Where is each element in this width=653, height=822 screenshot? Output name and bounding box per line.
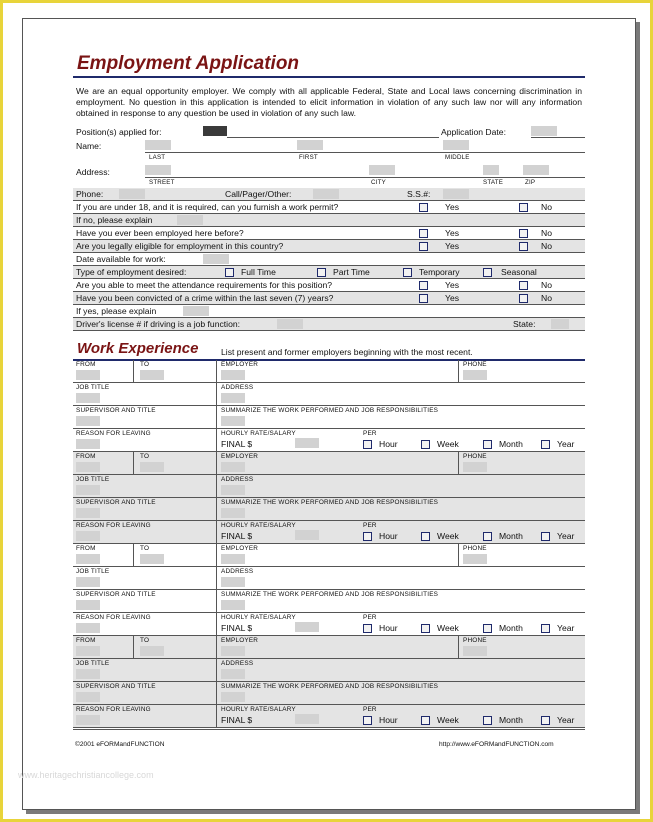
employer-label: EMPLOYER [221, 545, 259, 552]
final-input[interactable] [295, 530, 319, 540]
column-divider [133, 636, 134, 659]
year-checkbox[interactable] [541, 624, 550, 633]
address-input[interactable] [221, 669, 245, 679]
temporary-label: Temporary [419, 267, 460, 277]
under18-row [73, 201, 585, 214]
column-divider [458, 636, 459, 659]
work-row [73, 498, 585, 521]
to-input[interactable] [140, 370, 164, 380]
convicted-no-checkbox[interactable] [519, 294, 528, 303]
work-row [73, 613, 585, 636]
employed-before-no-label: No [541, 228, 552, 238]
middle-name-input[interactable] [443, 140, 469, 150]
supervisor-input[interactable] [76, 416, 100, 426]
attendance-yes-label: Yes [445, 280, 460, 290]
column-divider [216, 383, 217, 406]
employed-before-label: Have you ever been employed here before? [76, 228, 244, 238]
application-date-label: Application Date: [441, 127, 506, 137]
phone-label: Phone: [76, 189, 104, 199]
if-no-row [73, 214, 585, 227]
week-checkbox[interactable] [421, 716, 430, 725]
ssn-input[interactable] [443, 189, 469, 199]
work-row [73, 360, 585, 383]
if-no-input[interactable] [177, 215, 203, 225]
year-label: Year [557, 715, 575, 725]
supervisor-label: SUPERVISOR AND TITLE [76, 499, 156, 506]
final-label: FINAL $ [221, 439, 253, 449]
call-label: Call/Pager/Other: [225, 189, 292, 199]
footer-url[interactable]: http://www.eFORMandFUNCTION.com [439, 741, 554, 748]
phone-row [73, 188, 585, 201]
state-input[interactable] [483, 165, 499, 175]
hour-checkbox[interactable] [363, 624, 372, 633]
license-state-input[interactable] [551, 319, 569, 329]
month-checkbox[interactable] [483, 532, 492, 541]
application-date-line [531, 137, 585, 138]
work-experience-subtitle: List present and former employers beginning with the most recent. [221, 347, 473, 357]
employer-input[interactable] [221, 646, 245, 656]
final-label: FINAL $ [221, 623, 253, 633]
from-label: FROM [76, 453, 96, 460]
form-page [22, 18, 636, 810]
phone-label: PHONE [463, 637, 487, 644]
address-label: ADDRESS [221, 384, 254, 391]
week-checkbox[interactable] [421, 532, 430, 541]
eligible-label: Are you legally eligible for employment in this country? [76, 241, 284, 251]
name-label: Name: [76, 141, 102, 151]
to-label: TO [140, 361, 150, 368]
hour-label: Hour [379, 531, 398, 541]
license-state-label: State: [513, 319, 536, 329]
hourly-label: HOURLY RATE/SALARY [221, 614, 296, 621]
per-label: PER [363, 430, 377, 437]
column-divider [216, 406, 217, 429]
month-checkbox[interactable] [483, 716, 492, 725]
year-checkbox[interactable] [541, 532, 550, 541]
job-title-input[interactable] [76, 577, 100, 587]
work-row [73, 636, 585, 659]
first-caption: FIRST [299, 154, 318, 161]
column-divider [216, 498, 217, 521]
under18-yes-label: Yes [445, 202, 460, 212]
address-label: Address: [76, 167, 110, 177]
hour-label: Hour [379, 715, 398, 725]
final-input[interactable] [295, 438, 319, 448]
phone-input[interactable] [463, 646, 487, 656]
city-caption: CITY [371, 179, 386, 186]
reason-input[interactable] [76, 439, 100, 449]
column-divider [216, 659, 217, 682]
application-date-input[interactable] [531, 126, 557, 136]
eligible-row [73, 240, 585, 253]
work-experience-title: Work Experience [77, 340, 199, 357]
date-available-row [73, 253, 585, 266]
license-row [73, 318, 585, 331]
work-row [73, 452, 585, 475]
column-divider [133, 452, 134, 475]
employment-type-row [73, 266, 585, 279]
from-input[interactable] [76, 646, 100, 656]
watermark: www.heritagechristiancollege.com [18, 770, 154, 780]
summarize-input[interactable] [221, 416, 245, 426]
column-divider [458, 360, 459, 383]
if-yes-row [73, 305, 585, 318]
eligible-yes-checkbox[interactable] [419, 242, 428, 251]
to-label: TO [140, 545, 150, 552]
column-divider [216, 475, 217, 498]
work-row [73, 521, 585, 544]
supervisor-input[interactable] [76, 692, 100, 702]
column-divider [216, 452, 217, 475]
hour-checkbox[interactable] [363, 716, 372, 725]
final-label: FINAL $ [221, 715, 253, 725]
date-available-label: Date available for work: [76, 254, 166, 264]
job-title-input[interactable] [76, 485, 100, 495]
from-input[interactable] [76, 370, 100, 380]
employed-before-row [73, 227, 585, 240]
reason-label: REASON FOR LEAVING [76, 522, 151, 529]
street-input[interactable] [145, 165, 171, 175]
part-time-label: Part Time [333, 267, 370, 277]
hourly-label: HOURLY RATE/SALARY [221, 430, 296, 437]
summarize-input[interactable] [221, 692, 245, 702]
phone-input[interactable] [463, 370, 487, 380]
work-row [73, 705, 585, 728]
zip-input[interactable] [523, 165, 549, 175]
week-label: Week [437, 623, 459, 633]
attendance-no-checkbox[interactable] [519, 281, 528, 290]
year-label: Year [557, 531, 575, 541]
name-row [73, 139, 585, 163]
under18-no-checkbox[interactable] [519, 203, 528, 212]
employed-before-yes-checkbox[interactable] [419, 229, 428, 238]
job-title-label: JOB TITLE [76, 384, 110, 391]
work-row [73, 475, 585, 498]
summarize-input[interactable] [221, 600, 245, 610]
positions-row [73, 126, 585, 139]
supervisor-input[interactable] [76, 508, 100, 518]
city-input[interactable] [369, 165, 395, 175]
first-name-input[interactable] [297, 140, 323, 150]
address-label: ADDRESS [221, 476, 254, 483]
employer-input[interactable] [221, 370, 245, 380]
phone-label: PHONE [463, 361, 487, 368]
to-input[interactable] [140, 554, 164, 564]
work-row [73, 544, 585, 567]
employment-type-label: Type of employment desired: [76, 267, 187, 277]
column-divider [216, 682, 217, 705]
attendance-no-label: No [541, 280, 552, 290]
month-label: Month [499, 623, 523, 633]
positions-line [227, 137, 439, 138]
work-row [73, 567, 585, 590]
reason-label: REASON FOR LEAVING [76, 614, 151, 621]
middle-caption: MIDDLE [445, 154, 470, 161]
final-input[interactable] [295, 714, 319, 724]
reason-input[interactable] [76, 715, 100, 725]
column-divider [216, 429, 217, 452]
intro-text: We are an equal opportunity employer. We comply with all applicable Federal, State and Local laws concerning discrimination in employment. No question in this application is intended to elicit information in violation of any such law nor will any information obtained in response to any question be used in violation of any such law. [76, 86, 582, 118]
title-rule [73, 76, 585, 78]
employed-before-no-checkbox[interactable] [519, 229, 528, 238]
address-row [73, 164, 585, 188]
work-row [73, 590, 585, 613]
from-label: FROM [76, 637, 96, 644]
phone-input[interactable] [463, 462, 487, 472]
month-label: Month [499, 439, 523, 449]
job-title-label: JOB TITLE [76, 660, 110, 667]
week-label: Week [437, 439, 459, 449]
if-yes-input[interactable] [183, 306, 209, 316]
full-time-label: Full Time [241, 267, 276, 277]
from-input[interactable] [76, 554, 100, 564]
zip-caption: ZIP [525, 179, 536, 186]
to-label: TO [140, 453, 150, 460]
call-input[interactable] [313, 189, 339, 199]
positions-input[interactable] [203, 126, 227, 136]
hour-label: Hour [379, 439, 398, 449]
column-divider [216, 705, 217, 728]
work-row [73, 659, 585, 682]
job-title-label: JOB TITLE [76, 476, 110, 483]
if-yes-label: If yes, please explain [76, 306, 157, 316]
hour-checkbox[interactable] [363, 532, 372, 541]
per-label: PER [363, 614, 377, 621]
column-divider [216, 636, 217, 659]
eligible-yes-label: Yes [445, 241, 460, 251]
employer-label: EMPLOYER [221, 361, 259, 368]
work-row [73, 429, 585, 452]
positions-label: Position(s) applied for: [76, 127, 162, 137]
column-divider [216, 360, 217, 383]
from-label: FROM [76, 361, 96, 368]
from-label: FROM [76, 545, 96, 552]
year-checkbox[interactable] [541, 440, 550, 449]
last-caption: LAST [149, 154, 166, 161]
work-row [73, 383, 585, 406]
address-input[interactable] [221, 393, 245, 403]
column-divider [458, 544, 459, 567]
employer-label: EMPLOYER [221, 453, 259, 460]
footer-rule [73, 729, 585, 730]
ssn-label: S.S.#: [407, 189, 431, 199]
supervisor-label: SUPERVISOR AND TITLE [76, 591, 156, 598]
seasonal-label: Seasonal [501, 267, 537, 277]
part-time-checkbox[interactable] [317, 268, 326, 277]
convicted-yes-label: Yes [445, 293, 460, 303]
phone-input[interactable] [463, 554, 487, 564]
employer-label: EMPLOYER [221, 637, 259, 644]
week-label: Week [437, 715, 459, 725]
page-title: Employment Application [77, 53, 300, 74]
supervisor-input[interactable] [76, 600, 100, 610]
week-checkbox[interactable] [421, 440, 430, 449]
license-label: Driver's license # if driving is a job function: [76, 319, 241, 329]
address-input[interactable] [221, 577, 245, 587]
attendance-yes-checkbox[interactable] [419, 281, 428, 290]
phone-label: PHONE [463, 453, 487, 460]
to-input[interactable] [140, 462, 164, 472]
full-time-checkbox[interactable] [225, 268, 234, 277]
summarize-label: SUMMARIZE THE WORK PERFORMED AND JOB RESPONSIBILITIES [221, 499, 439, 506]
state-caption: STATE [483, 179, 504, 186]
column-divider [458, 452, 459, 475]
summarize-label: SUMMARIZE THE WORK PERFORMED AND JOB RESPONSIBILITIES [221, 683, 439, 690]
eligible-no-checkbox[interactable] [519, 242, 528, 251]
attendance-label: Are you able to meet the attendance requirements for this position? [76, 280, 333, 290]
summarize-input[interactable] [221, 508, 245, 518]
license-row-line [73, 330, 585, 331]
to-input[interactable] [140, 646, 164, 656]
reason-label: REASON FOR LEAVING [76, 430, 151, 437]
hour-checkbox[interactable] [363, 440, 372, 449]
convicted-label: Have you been convicted of a crime within the last seven (7) years? [76, 293, 334, 303]
under18-yes-checkbox[interactable] [419, 203, 428, 212]
employer-input[interactable] [221, 554, 245, 564]
final-input[interactable] [295, 622, 319, 632]
job-title-input[interactable] [76, 669, 100, 679]
summarize-label: SUMMARIZE THE WORK PERFORMED AND JOB RESPONSIBILITIES [221, 407, 439, 414]
work-row [73, 406, 585, 429]
column-divider [133, 544, 134, 567]
under18-label: If you are under 18, and it is required, can you furnish a work permit? [76, 202, 339, 212]
reason-input[interactable] [76, 531, 100, 541]
month-checkbox[interactable] [483, 624, 492, 633]
per-label: PER [363, 522, 377, 529]
job-title-label: JOB TITLE [76, 568, 110, 575]
reason-input[interactable] [76, 623, 100, 633]
summarize-label: SUMMARIZE THE WORK PERFORMED AND JOB RESPONSIBILITIES [221, 591, 439, 598]
phone-input[interactable] [119, 189, 145, 199]
address-label: ADDRESS [221, 568, 254, 575]
copyright: ©2001 eFORMandFUNCTION [75, 741, 165, 748]
hourly-label: HOURLY RATE/SALARY [221, 522, 296, 529]
license-input[interactable] [277, 319, 303, 329]
column-divider [216, 544, 217, 567]
final-label: FINAL $ [221, 531, 253, 541]
year-label: Year [557, 623, 575, 633]
week-checkbox[interactable] [421, 624, 430, 633]
frame-left [0, 0, 3, 822]
attendance-row [73, 279, 585, 292]
hour-label: Hour [379, 623, 398, 633]
from-input[interactable] [76, 462, 100, 472]
temporary-checkbox[interactable] [403, 268, 412, 277]
if-no-label: If no, please explain [76, 215, 153, 225]
seasonal-checkbox[interactable] [483, 268, 492, 277]
column-divider [216, 613, 217, 636]
week-label: Week [437, 531, 459, 541]
column-divider [216, 590, 217, 613]
supervisor-label: SUPERVISOR AND TITLE [76, 407, 156, 414]
column-divider [133, 360, 134, 383]
phone-label: PHONE [463, 545, 487, 552]
supervisor-label: SUPERVISOR AND TITLE [76, 683, 156, 690]
to-label: TO [140, 637, 150, 644]
employer-input[interactable] [221, 462, 245, 472]
year-checkbox[interactable] [541, 716, 550, 725]
work-row [73, 682, 585, 705]
under18-no-label: No [541, 202, 552, 212]
year-label: Year [557, 439, 575, 449]
address-line [145, 177, 585, 178]
month-label: Month [499, 531, 523, 541]
address-label: ADDRESS [221, 660, 254, 667]
convicted-yes-checkbox[interactable] [419, 294, 428, 303]
employed-before-yes-label: Yes [445, 228, 460, 238]
job-title-input[interactable] [76, 393, 100, 403]
frame-top [0, 0, 653, 3]
reason-label: REASON FOR LEAVING [76, 706, 151, 713]
date-available-input[interactable] [203, 254, 229, 264]
per-label: PER [363, 706, 377, 713]
hourly-label: HOURLY RATE/SALARY [221, 706, 296, 713]
name-line [145, 152, 585, 153]
month-label: Month [499, 715, 523, 725]
column-divider [216, 567, 217, 590]
last-name-input[interactable] [145, 140, 171, 150]
column-divider [216, 521, 217, 544]
address-input[interactable] [221, 485, 245, 495]
convicted-row [73, 292, 585, 305]
street-caption: STREET [149, 179, 175, 186]
convicted-no-label: No [541, 293, 552, 303]
eligible-no-label: No [541, 241, 552, 251]
month-checkbox[interactable] [483, 440, 492, 449]
